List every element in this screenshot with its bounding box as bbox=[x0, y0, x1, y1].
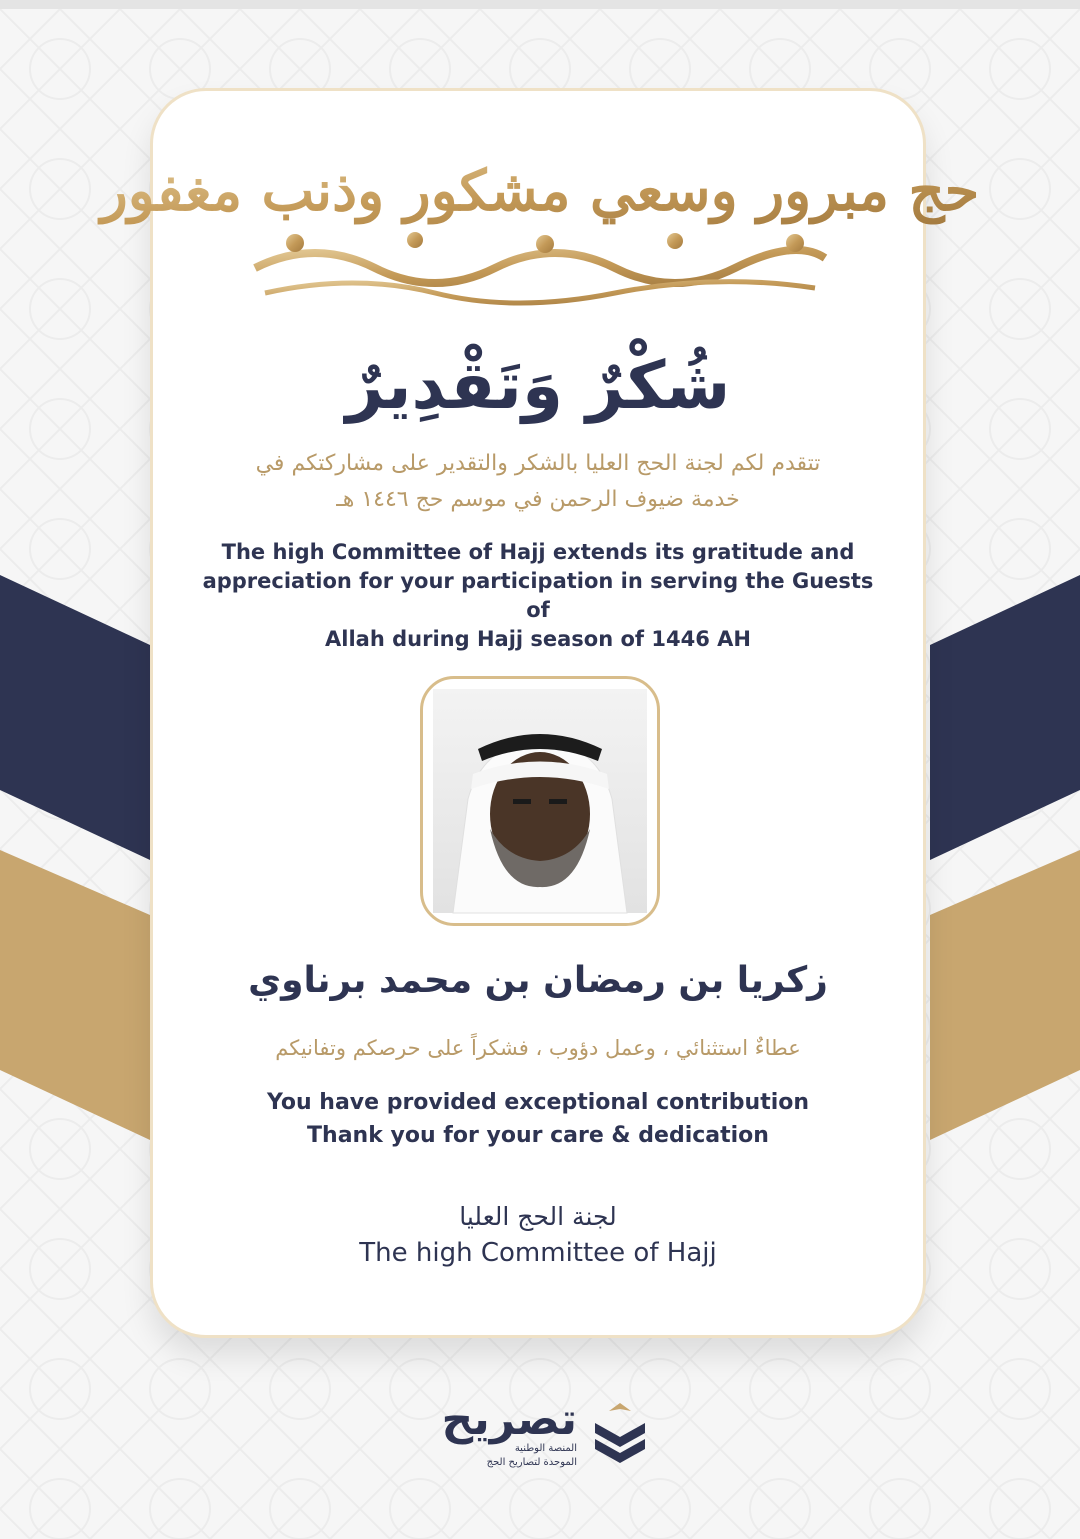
intro-arabic-line-2: خدمة ضيوف الرحمن في موسم حج ١٤٤٦ هـ bbox=[336, 487, 740, 512]
intro-english bbox=[150, 538, 926, 654]
committee-name-english: The high Committee of Hajj bbox=[359, 1238, 717, 1268]
intro-arabic-line-1: تتقدم لكم لجنة الحج العليا بالشكر والتقدير على مشاركتكم في bbox=[255, 451, 821, 476]
navy-band-left bbox=[0, 575, 150, 860]
praise-english-line-1: You have provided exceptional contribution bbox=[266, 1090, 810, 1115]
recipient-photo bbox=[433, 689, 647, 913]
certificate-title: شُكْرٌ وَتَقْدِيرٌ bbox=[345, 347, 731, 424]
committee-name-arabic: لجنة الحج العليا bbox=[459, 1202, 617, 1231]
calligraphy-emblem bbox=[100, 148, 980, 308]
praise-arabic: عطاءٌ استثنائي ، وعمل دؤوب ، فشكراً على حرصكم وتفانيكم bbox=[275, 1036, 801, 1060]
intro-english-line-1: The high Committee of Hajj extends its gratitude and bbox=[221, 540, 855, 564]
calligraphy-text: حج مبرور وسعي مشكور وذنب مغفور bbox=[100, 158, 980, 224]
intro-english-line-3: Allah during Hajj season of 1446 AH bbox=[325, 627, 751, 651]
tasreeh-logo bbox=[425, 1395, 665, 1475]
logo-subtitle-line-2: الموحدة لتصاريح الحج bbox=[486, 1457, 577, 1468]
gold-band-right bbox=[930, 850, 1080, 1140]
logo-wordmark: تصريح bbox=[441, 1394, 577, 1445]
intro-arabic bbox=[150, 446, 926, 518]
navy-band-right bbox=[930, 575, 1080, 860]
intro-english-line-2: appreciation for your participation in serving the Guests of bbox=[202, 569, 874, 622]
recipient-photo-frame bbox=[420, 676, 660, 926]
logo-subtitle-line-1: المنصة الوطنية bbox=[514, 1443, 577, 1454]
gold-band-left bbox=[0, 850, 150, 1140]
tasreeh-chevron-icon bbox=[587, 1401, 653, 1467]
praise-english bbox=[150, 1086, 926, 1152]
recipient-name: زكريا بن رمضان بن محمد برناوي bbox=[248, 960, 828, 1001]
praise-english-line-2: Thank you for your care & dedication bbox=[307, 1123, 769, 1148]
